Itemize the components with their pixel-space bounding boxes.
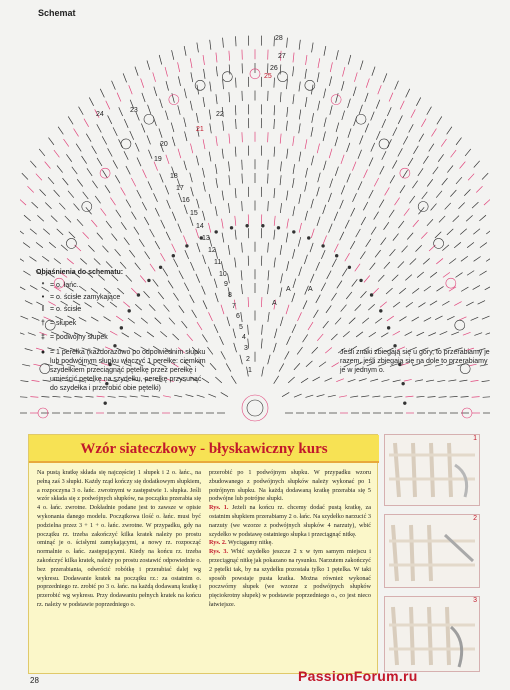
row-label-1: 1 <box>248 367 252 374</box>
row-label-7: 7 <box>232 303 236 310</box>
row-label-28: 28 <box>275 35 283 42</box>
row-label-11: 11 <box>214 259 222 266</box>
crochet-photo-illustration <box>385 435 479 505</box>
row-label-26: 26 <box>270 65 278 72</box>
legend-item <box>36 293 206 302</box>
page-number: 28 <box>30 676 39 685</box>
crochet-photo-illustration <box>385 515 479 587</box>
row-label-3: 3 <box>244 345 248 352</box>
legend-title: Objaśnienia do schematu: <box>36 269 124 276</box>
rys2-text: Wyciągamy nitkę. <box>227 539 273 547</box>
row-label-15: 15 <box>190 210 198 217</box>
legend-item-text: = podwójny słupek <box>50 334 108 342</box>
watermark-logo: PassionForum.ru <box>298 668 418 684</box>
legend-item-text: = o. ścisłe zamykające <box>50 294 121 302</box>
single-crochet-icon: I <box>42 306 44 314</box>
panel-title-bar <box>29 435 379 463</box>
double-crochet-icon: † <box>41 320 45 328</box>
step-photo-3 <box>384 596 480 672</box>
treble-crochet-icon: ‡ <box>41 334 45 342</box>
crochet-photo-illustration <box>385 597 479 671</box>
legend-item-text: = o. ścisłe <box>50 306 82 314</box>
legend-item-text: = słupek <box>50 320 77 328</box>
row-label-12: 12 <box>208 247 216 254</box>
row-label-17: 17 <box>176 185 184 192</box>
legend-item <box>36 281 206 290</box>
legend-item-text: = 1 perełka (każdorazowo po odpowiednim słupku lub podwójnym słupku włączyć 1 perełkę: ciemkim szydełkiem przeciągnąć pętelkę przez perełkę i umieścić pętelkę na szydełku, perełkę przysunąć do szydełka i przerobić obie pętelki) <box>50 348 206 392</box>
legend-item <box>36 348 206 393</box>
row-label-16: 16 <box>182 197 190 204</box>
row-label-24: 24 <box>96 111 104 118</box>
row-label-14: 14 <box>196 223 204 230</box>
row-label-10: 10 <box>219 271 227 278</box>
row-label-4: 4 <box>242 334 246 341</box>
rys2-label: Rys. 2. <box>209 539 227 547</box>
row-marker-a-2: A <box>272 300 277 307</box>
rys1-text: Jeżeli na końcu rz. chcemy dodać pustą kratkę, za ostatnim słupkiem przerabiamy 2 o. łańc. Na szydełko narzucić 3 narzuty (we wzorze z podwójnych słupków 4 narzuty), wbić szydełko w podstawę ostatniego słupka i przeciągnąć nitkę. <box>209 504 371 538</box>
chain-stitch-icon: ᐤ <box>41 282 45 290</box>
row-label-13: 13 <box>202 235 210 242</box>
row-label-27: 27 <box>278 53 286 60</box>
row-label-8: 8 <box>228 292 232 299</box>
row-label-23: 23 <box>130 107 138 114</box>
row-label-20: 20 <box>160 141 168 148</box>
legend <box>36 268 206 396</box>
step-photo-1 <box>384 434 480 506</box>
photo-number: 3 <box>473 597 477 604</box>
row-label-25: 25 <box>264 73 272 80</box>
row-label-19: 19 <box>154 156 162 163</box>
rys3-label: Rys. 3. <box>209 548 229 556</box>
slip-stitch-icon: • <box>41 294 45 302</box>
panel-left-column: Na pustą kratkę składa się najczęściej 1 słupek i 2 o. łańc., na pełną zaś 3 słupki. Każdy rząd kończy się dodatkowym słupkiem, a rozpoczyna 3 o. łańc. zwrotnymi w zastępstwie 1. słupka. Jeśli wzór składa się z podwójnych słupków, na początku przerabia się 4 o. łańc. zwrotne. Dokładnie podane jest to zawsze w opisie wykonania danego modelu. Początkowa ilość o. łańc. musi być podzielna przez 3 + 1 + o. łańc. zwrotne. W przypadku, gdy na początku rz. trzeba zakończyć kilka kratek należy po prostu ominąć je o. ścisłymi zamykającymi, a nowy rz. rozpocząć normalnie o. łańc. zastępującymi. Kiedy na końcu rz. trzeba zakończyć kilka kratek, należy po prostu zostawić odpowiednie o. bez przerabiania, odwrócić robótkę i przerabiać dalej wg wykresu. Dodawanie kratek na początku rz.: za ostatnim o. poprzedniego rz. zrobić po 3 o. łańc. na każdą dodawaną kratkę i przerobić wg wykresu. Przy dodawaniu pełnych kratek na końcu rz. należy w podstawie poprzedniego o. <box>37 469 201 608</box>
row-marker-a-1: A <box>286 286 291 293</box>
legend-item <box>36 305 206 314</box>
row-label-21: 21 <box>196 126 204 133</box>
legend-item <box>36 319 206 328</box>
panel-right-column <box>209 469 371 610</box>
panel-right-intro: przerobić po 1 podwójnym słupku. W przypadku wzoru zbudowanego z podwójnych słupków należy wykonać po 1 potrójnym słupku. Na każdą dodawaną kratkę przerabia się 5 podwójne lub potrójne słupki. <box>209 469 371 503</box>
schemat-title: Schemat <box>38 8 76 18</box>
panel-title: Wzór siateczkowy - błyskawiczny kurs <box>80 441 328 457</box>
rys3-text: Wbić szydełko jeszcze 2 x w tym samym miejscu i przeciągnąć nitkę jak pokazano na rysunku. Narzutem zakończyć 2 pętelki tak, by na szydełku pozostała tylko 1 pętelka. W taki sposób powstaje pusta kratka. Można również wykonać poczwórny słupek (we wzorze z podwójnych słupków pięciokrotny słupek) w podstawie poprzedniego o., co jest nieco łatwiejsze. <box>209 548 371 608</box>
rys1-label: Rys. 1. <box>209 504 229 512</box>
row-label-2: 2 <box>246 356 250 363</box>
row-label-5: 5 <box>239 324 243 331</box>
side-note: Jeśli znaki zbiegają się u góry, to przerabiamy je razem, jeśli zbiegają się na dole to przerabiamy je w jednym o. <box>340 349 490 375</box>
step-photos <box>384 434 480 674</box>
course-panel <box>28 434 378 674</box>
row-label-22: 22 <box>216 111 224 118</box>
legend-item <box>36 333 206 342</box>
photo-number: 1 <box>473 435 477 442</box>
row-label-9: 9 <box>224 281 228 288</box>
step-photo-2 <box>384 514 480 588</box>
row-label-6: 6 <box>236 313 240 320</box>
row-marker-a-3: A <box>308 286 313 293</box>
row-label-18: 18 <box>170 173 178 180</box>
photo-number: 2 <box>473 515 477 522</box>
legend-item-text: = o. łańc. <box>50 282 79 290</box>
bead-icon: ● <box>40 348 46 356</box>
